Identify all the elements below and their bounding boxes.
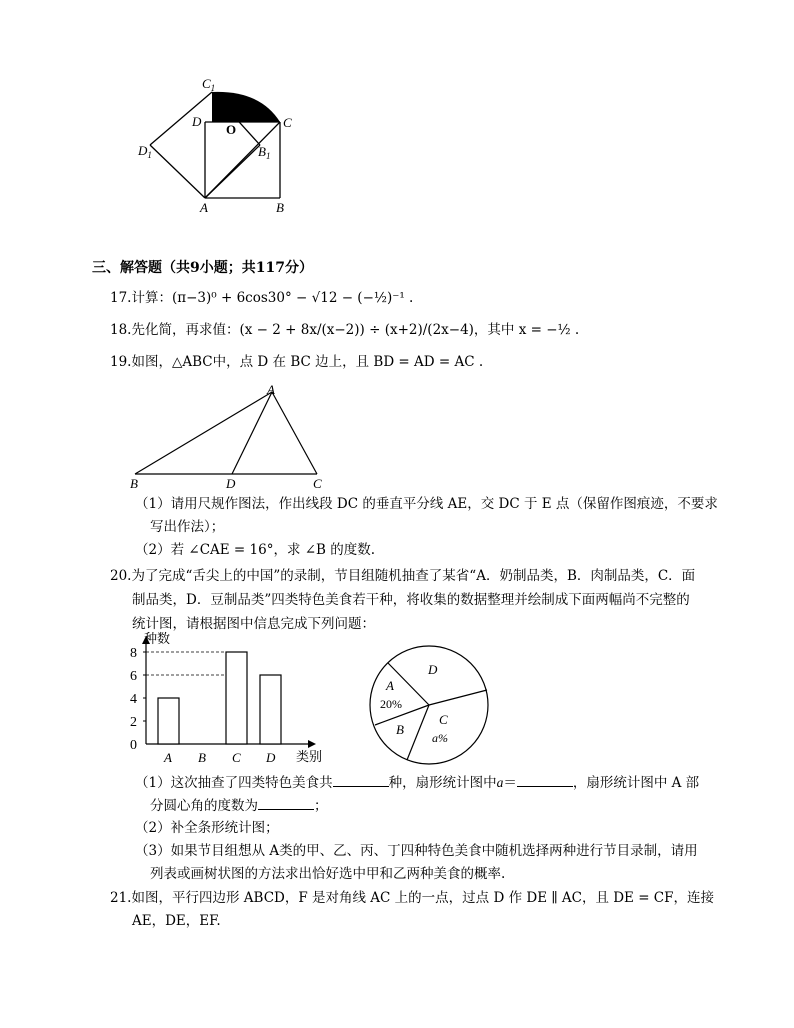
triangle-abc-figure [125,384,340,494]
q20-part3-line2: 列表或画树状图的方法求出恰好选中甲和乙两种美食的概率. [150,866,506,882]
text: （1）这次抽查了四类特色美食共 [135,775,333,791]
bar-chart [118,630,338,768]
label-b: B [130,476,138,491]
x-axis-arrow [308,740,316,748]
q19-part2: （2）若 ∠CAE = 16°，求 ∠B 的度数. [135,542,376,558]
q20-part2: （2）补全条形统计图； [135,820,279,836]
question-number: 19. [110,354,132,370]
pie-label-d: D [428,662,438,677]
question-number: 17. [110,290,132,306]
section-title: 三、解答题（共9小题；共117分） [92,260,313,276]
pie-label-a-percent: 20% [380,697,402,711]
text: ，扇形统计图中 A 部 [572,775,700,791]
shaded-region [212,92,280,122]
question-text: 如图，△ABC中，点 D 在 BC 边上，且 BD = AD = AC . [131,354,484,370]
label-o: O [226,122,237,137]
y-tick-label: 4 [130,692,137,707]
bar-c [226,652,247,744]
question-text: 计算：(π−3)⁰ + 6cos30° − √12 − (−½)⁻¹ . [131,290,414,306]
bar-d [260,675,281,744]
q19-part1-line1: （1）请用尺规作图法，作出线段 DC 的垂直平分线 AE，交 DC 于 E 点（保留作图痕迹，不要求 [135,496,718,512]
question-text: 为了完成“舌尖上的中国”的录制，节目组随机抽查了某省“A．奶制品类，B．肉制品类，C．面 [131,568,696,584]
question-19 [110,352,483,372]
label-c: C [313,476,322,491]
label-a: A [267,384,275,397]
edge-c1d1 [150,92,212,145]
var-a: a [496,775,504,790]
question-21 [110,888,714,908]
text: 分圆心角的度数为 [150,798,258,814]
q20-part3-line1: （3）如果节目组想从 A类的甲、乙、丙、丁四种特色美食中随机选择两种进行节目录制，请用 [135,843,698,859]
pie-chart [366,642,492,768]
label-c1: $C_1$ [202,76,216,93]
category-label-d: D [266,750,276,765]
bar-a [158,698,179,744]
answer-blank-angle[interactable] [258,795,314,810]
text: ＝ [503,775,517,791]
q19-part1-line2: 写出作法）； [150,519,225,535]
pie-label-a: A [386,678,394,693]
pie-label-c: C [439,712,448,727]
y-tick-label: 0 [130,738,137,753]
answer-blank-total[interactable] [333,772,389,787]
text: 种，扇形统计图中 [388,775,497,791]
label-d1: $D_1$ [138,143,152,160]
q20-part1-line2 [150,795,328,816]
y-axis-label: 种数 [144,631,171,646]
pie-label-b: B [396,722,404,737]
question-18 [110,320,579,340]
x-axis-label: 类别 [296,749,323,764]
side-ac [272,392,317,474]
label-a: A [200,200,208,215]
q20-line3: 统计图，请根据图中信息完成下列问题： [132,616,375,632]
label-b1: $B_1$ [258,144,271,161]
question-number: 20. [110,568,132,584]
y-tick-label: 6 [130,669,137,684]
edge-d1a [150,145,205,198]
q21-line2: AE，DE，EF. [132,913,221,929]
pie-divider-bc [407,705,429,760]
text: ； [314,798,328,814]
label-b: B [276,200,284,215]
label-d: D [226,476,236,491]
q20-line2: 制品类，D．豆制品类”四类特色美食若干种，将收集的数据整理并绘制成下面两幅尚不完整的 [132,592,690,608]
question-number: 18. [110,322,132,338]
question-text: 如图，平行四边形 ABCD，F 是对角线 AC 上的一点，过点 D 作 DE ∥ AC，且 DE = CF，连接 [131,890,715,906]
pie-label-c-percent: a% [432,731,448,745]
pie-divider-dc [429,690,487,705]
question-number: 21. [110,890,132,906]
category-label-c: C [232,750,241,765]
question-20 [110,566,695,586]
y-tick-label: 2 [130,715,137,730]
label-c: C [283,115,292,130]
question-17 [110,288,413,308]
question-text: 先化简，再求值：(x − 2 + 8x/(x−2)) ÷ (x+2)/(2x−4)，其中 x = −½ . [131,322,580,338]
q20-part1-line1 [135,772,699,793]
square-rotation-figure [130,70,300,220]
category-label-a: A [164,750,172,765]
category-label-b: B [198,750,206,765]
label-d: D [192,114,202,129]
answer-blank-a[interactable] [517,772,573,787]
y-tick-label: 8 [130,646,137,661]
